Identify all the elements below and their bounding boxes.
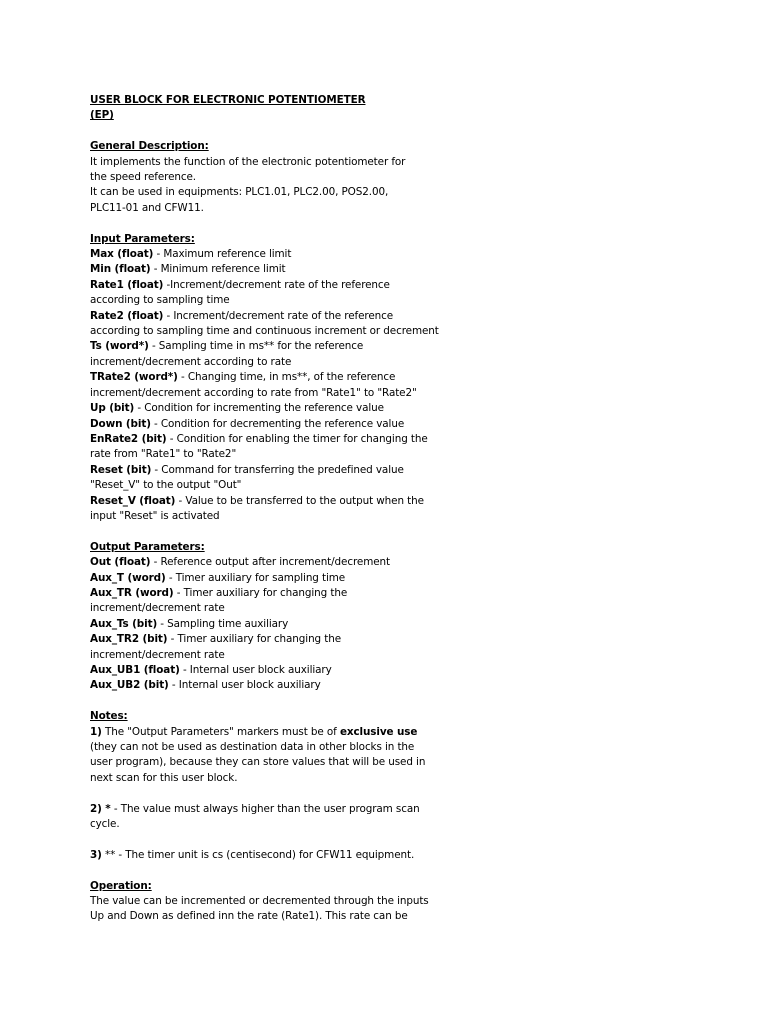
- document-title-line-1: USER BLOCK FOR ELECTRONIC POTENTIOMETER: [90, 94, 366, 106]
- parameter-line: [90, 586, 730, 601]
- parameter-line: [90, 617, 730, 632]
- parameter-description: - Increment/decrement rate of the reference: [163, 309, 394, 322]
- parameter-description: "Reset_V" to the output "Out": [90, 479, 242, 492]
- parameter-line: [90, 417, 730, 432]
- parameter-name: Min (float): [90, 263, 151, 276]
- parameter-line: [90, 401, 730, 416]
- parameter-line: [90, 309, 730, 324]
- parameter-description: according to sampling time: [90, 294, 230, 307]
- parameter-name: Aux_UB2 (bit): [90, 679, 169, 692]
- parameter-line: [90, 447, 730, 462]
- parameter-description: - Timer auxiliary for changing the: [167, 633, 342, 646]
- note-3-number: 3): [90, 848, 102, 861]
- parameter-description: according to sampling time and continuous increment or decrement: [90, 325, 439, 338]
- note-1-number: 1): [90, 725, 102, 738]
- parameter-description: increment/decrement according to rate from "Rate1" to "Rate2": [90, 386, 417, 399]
- note-2-number: 2) *: [90, 802, 111, 815]
- parameter-name: Aux_Ts (bit): [90, 617, 158, 630]
- parameter-description: - Timer auxiliary for sampling time: [165, 571, 346, 584]
- note-1-line: next scan for this user block.: [90, 771, 238, 784]
- note-1-line: user program), because they can store values that will be used in: [90, 756, 426, 769]
- parameter-name: Reset_V (float): [90, 494, 176, 507]
- parameter-line: [90, 571, 730, 586]
- operation-heading: Operation:: [90, 879, 152, 892]
- general-description-line: It implements the function of the electronic potentiometer for: [90, 155, 406, 168]
- parameter-line: [90, 339, 730, 354]
- note-3-line: [90, 848, 730, 863]
- general-description-body: [90, 155, 730, 217]
- notes-heading: Notes:: [90, 710, 128, 723]
- parameter-name: Aux_TR2 (bit): [90, 633, 168, 646]
- parameter-name: Rate2 (float): [90, 309, 164, 322]
- parameter-line: [90, 278, 730, 293]
- parameter-description: - Condition for incrementing the reference value: [134, 402, 384, 415]
- parameter-name: Reset (bit): [90, 463, 152, 476]
- parameter-line: [90, 632, 730, 647]
- note-2-line: cycle.: [90, 818, 120, 831]
- parameter-description: - Sampling time auxiliary: [157, 617, 289, 630]
- parameter-line: [90, 509, 730, 524]
- parameter-name: TRate2 (word*): [90, 371, 178, 384]
- parameter-line: [90, 432, 730, 447]
- parameter-description: - Reference output after increment/decrement: [150, 556, 390, 569]
- parameter-line: [90, 555, 730, 570]
- general-description-heading: General Description:: [90, 140, 209, 153]
- parameter-description: - Sampling time in ms** for the reference: [148, 340, 364, 353]
- output-parameters-heading: Output Parameters:: [90, 540, 205, 553]
- parameter-name: Rate1 (float): [90, 278, 164, 291]
- note-1-text: The "Output Parameters" markers must be of: [101, 725, 340, 738]
- parameter-line: [90, 478, 730, 493]
- note-1-first-line: [90, 725, 730, 740]
- parameter-line: [90, 370, 730, 385]
- note-1-emphasis: exclusive use: [339, 725, 418, 738]
- note-2-continuation: [90, 817, 730, 832]
- parameter-line: [90, 293, 730, 308]
- note-1-continuation: [90, 740, 730, 786]
- parameter-name: Ts (word*): [90, 340, 149, 353]
- operation-line: The value can be incremented or decremented through the inputs: [90, 895, 429, 908]
- input-parameters-list: [90, 247, 730, 524]
- parameter-name: EnRate2 (bit): [90, 432, 167, 445]
- parameter-description: increment/decrement according to rate: [90, 355, 292, 368]
- parameter-description: - Changing time, in ms**, of the reference: [177, 371, 396, 384]
- parameter-description: - Condition for decrementing the reference value: [150, 417, 405, 430]
- parameter-description: - Internal user block auxiliary: [179, 663, 332, 676]
- parameter-line: [90, 247, 730, 262]
- operation-line: Up and Down as defined inn the rate (Rate1). This rate can be: [90, 910, 408, 923]
- parameter-line: [90, 324, 730, 339]
- parameter-name: Up (bit): [90, 402, 135, 415]
- output-parameters-list: [90, 555, 730, 694]
- parameter-name: Out (float): [90, 556, 151, 569]
- parameter-description: increment/decrement rate: [90, 648, 225, 661]
- parameter-line: [90, 663, 730, 678]
- parameter-name: Down (bit): [90, 417, 151, 430]
- parameter-name: Aux_T (word): [90, 571, 166, 584]
- note-2-first-line: [90, 802, 730, 817]
- parameter-name: Aux_TR (word): [90, 586, 174, 599]
- parameter-line: [90, 678, 730, 693]
- general-description-line: the speed reference.: [90, 171, 196, 184]
- document-page: [90, 93, 730, 925]
- parameter-description: - Value to be transferred to the output when the: [175, 494, 424, 507]
- parameter-line: [90, 386, 730, 401]
- parameter-description: -Increment/decrement rate of the reference: [163, 278, 390, 291]
- parameter-name: Aux_UB1 (float): [90, 663, 180, 676]
- parameter-line: [90, 355, 730, 370]
- parameter-line: [90, 601, 730, 616]
- parameter-line: [90, 262, 730, 277]
- parameter-line: [90, 648, 730, 663]
- parameter-line: [90, 494, 730, 509]
- note-1-line: (they can not be used as destination data in other blocks in the: [90, 741, 415, 753]
- input-parameters-heading: Input Parameters:: [90, 232, 195, 245]
- document-title-line-2: (EP): [90, 109, 114, 122]
- general-description-line: PLC11-01 and CFW11.: [90, 201, 204, 214]
- parameter-description: increment/decrement rate: [90, 602, 225, 615]
- parameter-description: - Command for transferring the predefined value: [151, 463, 404, 476]
- general-description-line: It can be used in equipments: PLC1.01, PLC2.00, POS2.00,: [90, 186, 389, 199]
- parameter-name: Max (float): [90, 248, 154, 261]
- parameter-description: - Condition for enabling the timer for changing the: [166, 432, 428, 445]
- parameter-description: - Internal user block auxiliary: [168, 679, 321, 692]
- parameter-description: input "Reset" is activated: [90, 509, 220, 522]
- operation-body: [90, 894, 730, 925]
- note-2-text: - The value must always higher than the user program scan: [110, 802, 420, 815]
- parameter-description: - Maximum reference limit: [153, 248, 292, 261]
- parameter-line: [90, 463, 730, 478]
- note-3-text: ** - The timer unit is cs (centisecond) for CFW11 equipment.: [101, 848, 415, 861]
- parameter-description: - Minimum reference limit: [150, 263, 286, 276]
- parameter-description: - Timer auxiliary for changing the: [173, 586, 348, 599]
- parameter-description: rate from "Rate1" to "Rate2": [90, 448, 237, 461]
